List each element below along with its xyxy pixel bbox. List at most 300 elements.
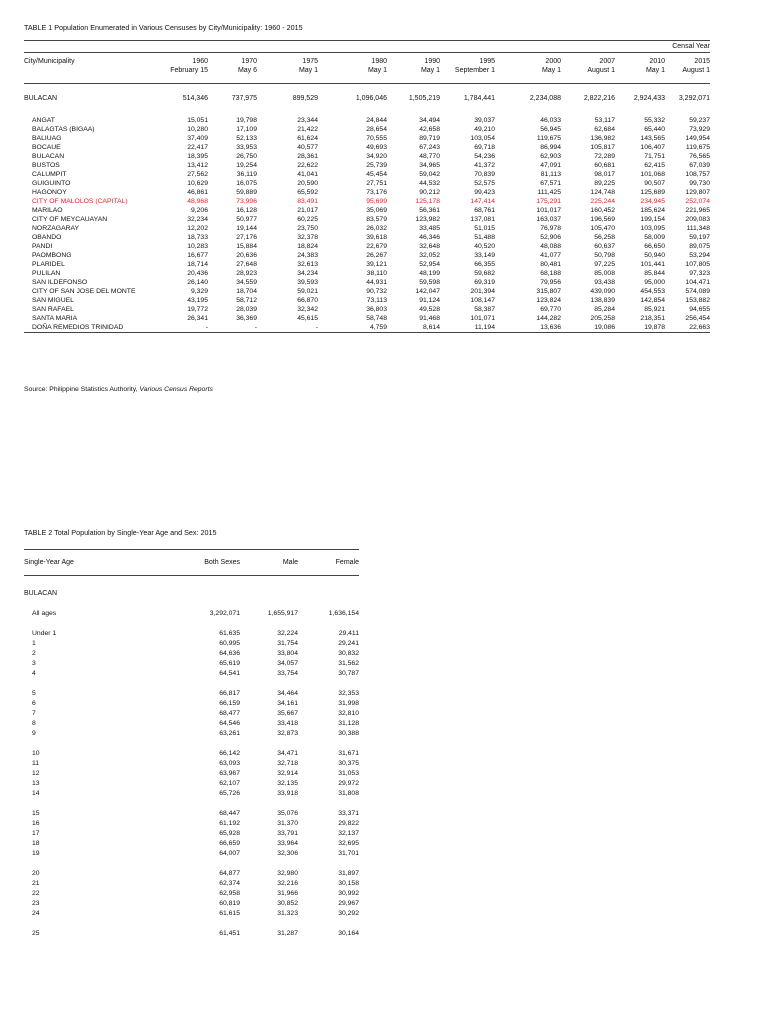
- municipality-name: SAN MIGUEL: [32, 297, 74, 304]
- population-value: 85,844: [644, 270, 665, 277]
- header-year-1975: [257, 53, 318, 84]
- header-year-2010: [615, 53, 665, 84]
- population-value: 69,718: [474, 144, 495, 151]
- municipality-name: BULACAN: [32, 153, 65, 160]
- header-year-value: 2000: [545, 58, 561, 65]
- male-value: 33,754: [277, 670, 298, 677]
- population-value: 44,931: [366, 279, 387, 286]
- municipality-name: OBANDO: [32, 234, 62, 241]
- both-sexes-value: 66,817: [219, 690, 240, 697]
- female-value: 33,371: [338, 810, 359, 817]
- age-label: 8: [32, 720, 36, 727]
- table-row: [24, 639, 359, 649]
- population-value: 99,423: [474, 189, 495, 196]
- table-row: [24, 161, 710, 170]
- population-value: 18,704: [236, 288, 257, 295]
- population-value: 19,086: [561, 323, 615, 333]
- municipality-name: CITY OF MEYCAUAYAN: [32, 216, 108, 223]
- both-sexes-value: 66,659: [219, 840, 240, 847]
- population-value: 18,395: [187, 153, 208, 160]
- population-value: 68,761: [474, 207, 495, 214]
- both-sexes-value: 63,093: [219, 760, 240, 767]
- header-female: Female: [298, 550, 359, 576]
- table2-gap: [24, 739, 359, 749]
- population-value: 59,682: [474, 270, 495, 277]
- population-value: 34,559: [236, 279, 257, 286]
- population-value: 53,117: [594, 117, 615, 124]
- population-value: 52,133: [236, 135, 257, 142]
- male-value: 33,918: [277, 790, 298, 797]
- population-value: 101,017: [536, 207, 561, 214]
- population-value: 73,113: [366, 297, 387, 304]
- population-value: 106,407: [640, 144, 665, 151]
- population-value: 104,471: [685, 279, 710, 286]
- population-value: 15,884: [236, 243, 257, 250]
- population-value: 50,977: [236, 216, 257, 223]
- table-row: [24, 242, 710, 251]
- population-value: 50,798: [594, 252, 615, 259]
- municipality-name: ANGAT: [32, 117, 55, 124]
- population-value: 32,378: [297, 234, 318, 241]
- population-value: 185,624: [640, 207, 665, 214]
- female-value: 29,967: [338, 900, 359, 907]
- population-value: 19,772: [187, 306, 208, 313]
- table2: [24, 549, 359, 939]
- source-title: Various Census Reports: [139, 386, 213, 393]
- population-value: 18,824: [297, 243, 318, 250]
- header-year-date: May 1: [298, 67, 318, 74]
- province-value: 2,924,433: [633, 94, 665, 102]
- population-value: 201,394: [470, 288, 495, 295]
- male-value: 35,667: [277, 710, 298, 717]
- table-row: [24, 839, 359, 849]
- table-row: [24, 659, 359, 669]
- population-value: 95,699: [366, 198, 387, 205]
- population-value: 90,507: [644, 180, 665, 187]
- age-label: 11: [32, 760, 40, 767]
- age-label: 17: [32, 830, 40, 837]
- population-value: 256,454: [685, 315, 710, 322]
- population-value: 67,571: [540, 180, 561, 187]
- table-row: [24, 323, 710, 333]
- age-label: 4: [32, 670, 36, 677]
- table1: [24, 40, 710, 333]
- population-value: 65,592: [297, 189, 318, 196]
- population-value: 54,236: [474, 153, 495, 160]
- header-year-value: 2010: [649, 58, 665, 65]
- population-value: 95,000: [644, 279, 665, 286]
- population-value: 33,953: [236, 144, 257, 151]
- female-value: 31,897: [338, 870, 359, 877]
- population-value: 41,372: [474, 162, 495, 169]
- population-value: 119,675: [536, 135, 561, 142]
- age-label: 5: [32, 690, 36, 697]
- population-value: 153,882: [685, 297, 710, 304]
- table-row: [24, 669, 359, 679]
- table-row: [24, 188, 710, 197]
- population-value: 33,485: [419, 225, 440, 232]
- population-value: 19,878: [615, 323, 665, 333]
- population-value: 67,039: [689, 162, 710, 169]
- age-label: 23: [32, 900, 40, 907]
- female-value: 29,411: [338, 630, 359, 637]
- table-row: [24, 278, 710, 287]
- population-value: 43,195: [187, 297, 208, 304]
- population-value: 20,436: [187, 270, 208, 277]
- municipality-name: PAOMBONG: [32, 252, 72, 259]
- population-value: 66,355: [474, 261, 495, 268]
- table-row: [24, 116, 710, 125]
- population-value: 70,555: [366, 135, 387, 142]
- population-value: 8,614: [387, 323, 440, 333]
- both-sexes-value: 66,159: [219, 700, 240, 707]
- province-value: 514,346: [182, 94, 208, 102]
- population-value: 10,283: [187, 243, 208, 250]
- population-value: 58,748: [366, 315, 387, 322]
- table-row: [24, 749, 359, 759]
- population-value: 97,225: [594, 261, 615, 268]
- both-sexes-value: 60,995: [219, 640, 240, 647]
- age-label: 15: [32, 810, 40, 817]
- population-value: 574,089: [685, 288, 710, 295]
- population-value: 15,051: [187, 117, 208, 124]
- population-value: 9,329: [190, 288, 208, 295]
- female-value: 30,787: [338, 670, 359, 677]
- province-value: 899,529: [292, 94, 318, 102]
- population-value: 48,199: [419, 270, 440, 277]
- population-value: 49,693: [366, 144, 387, 151]
- table-row: [24, 779, 359, 789]
- header-year-1970: [208, 53, 257, 84]
- population-value: 85,921: [644, 306, 665, 313]
- table2-header-row: [24, 550, 359, 576]
- table-row: [24, 909, 359, 919]
- header-year-date: May 1: [367, 67, 387, 74]
- population-value: 61,624: [297, 135, 318, 142]
- population-value: 48,088: [540, 243, 561, 250]
- population-value: 32,052: [419, 252, 440, 259]
- population-value: 50,940: [644, 252, 665, 259]
- table-row: [24, 809, 359, 819]
- population-value: 142,047: [415, 288, 440, 295]
- population-value: 59,237: [689, 117, 710, 124]
- population-value: 59,021: [297, 288, 318, 295]
- population-value: 45,454: [366, 171, 387, 178]
- population-value: -: [208, 323, 257, 333]
- population-value: 83,491: [297, 198, 318, 205]
- table-row: [24, 224, 710, 233]
- population-value: 73,996: [236, 198, 257, 205]
- population-value: 20,636: [236, 252, 257, 259]
- header-year-date: May 6: [237, 67, 257, 74]
- female-value: 30,164: [338, 930, 359, 937]
- header-year-date: August 1: [587, 67, 615, 74]
- table-row: [24, 849, 359, 859]
- population-value: 89,225: [594, 180, 615, 187]
- female-value: 32,353: [338, 690, 359, 697]
- population-value: 85,008: [594, 270, 615, 277]
- age-label: 22: [32, 890, 40, 897]
- female-value: 30,992: [338, 890, 359, 897]
- population-value: 21,422: [297, 126, 318, 133]
- province-value: 1,096,046: [355, 94, 387, 102]
- population-value: 65,440: [644, 126, 665, 133]
- municipality-name: DOÑA REMEDIOS TRINIDAD: [24, 323, 166, 333]
- population-value: 103,054: [470, 135, 495, 142]
- population-value: 46,346: [419, 234, 440, 241]
- male-value: 32,914: [277, 770, 298, 777]
- population-value: 22,417: [187, 144, 208, 151]
- population-value: 125,178: [415, 198, 440, 205]
- province-value: 737,975: [231, 94, 257, 102]
- population-value: 21,017: [297, 207, 318, 214]
- female-value: 30,375: [338, 760, 359, 767]
- population-value: 225,244: [590, 198, 615, 205]
- header-year-2015: [665, 53, 710, 84]
- population-value: 38,110: [366, 270, 387, 277]
- population-value: 41,077: [540, 252, 561, 259]
- table2-gap: [24, 601, 359, 609]
- population-value: 19,798: [236, 117, 257, 124]
- female-value: 32,137: [338, 830, 359, 837]
- population-value: 70,839: [474, 171, 495, 178]
- header-city-municipality: City/Municipality: [24, 53, 166, 84]
- population-value: 23,750: [297, 225, 318, 232]
- population-value: 60,681: [594, 162, 615, 169]
- all-ages-row: [24, 609, 359, 619]
- population-value: 19,254: [236, 162, 257, 169]
- province-value: 3,292,071: [678, 94, 710, 102]
- population-value: 28,039: [236, 306, 257, 313]
- table-row: [24, 260, 710, 269]
- population-value: 58,009: [644, 234, 665, 241]
- population-value: 221,965: [685, 207, 710, 214]
- population-value: 67,243: [419, 144, 440, 151]
- municipality-name: SAN RAFAEL: [32, 306, 74, 313]
- both-sexes-value: 62,107: [219, 780, 240, 787]
- population-value: 35,069: [366, 207, 387, 214]
- population-value: 218,351: [640, 315, 665, 322]
- population-value: 111,348: [686, 225, 710, 232]
- population-value: 108,757: [685, 171, 710, 178]
- population-value: 97,323: [689, 270, 710, 277]
- table2-gap: [24, 679, 359, 689]
- table-row: [24, 215, 710, 224]
- table-row: [24, 629, 359, 639]
- female-value: 32,695: [338, 840, 359, 847]
- population-value: 18,733: [187, 234, 208, 241]
- population-value: 138,839: [590, 297, 615, 304]
- female-value: 30,388: [338, 730, 359, 737]
- population-value: 56,945: [540, 126, 561, 133]
- population-value: 101,071: [470, 315, 495, 322]
- population-value: 24,844: [366, 117, 387, 124]
- age-label: 14: [32, 790, 40, 797]
- male-value: 31,323: [277, 910, 298, 917]
- population-value: 83,579: [366, 216, 387, 223]
- header-year-value: 2007: [599, 58, 615, 65]
- population-value: 42,658: [419, 126, 440, 133]
- header-year-date: May 1: [420, 67, 440, 74]
- header-male: Male: [240, 550, 298, 576]
- population-value: 49,528: [419, 306, 440, 313]
- population-value: 103,095: [640, 225, 665, 232]
- table1-source: [24, 386, 213, 393]
- male-value: 33,791: [277, 830, 298, 837]
- both-sexes-value: 64,877: [219, 870, 240, 877]
- population-value: 32,613: [297, 261, 318, 268]
- population-value: 37,409: [187, 135, 208, 142]
- table2-gap: [24, 919, 359, 929]
- population-value: 27,176: [236, 234, 257, 241]
- province-name: BULACAN: [24, 94, 58, 102]
- table-row: [24, 251, 710, 260]
- table1-header-row: [24, 53, 710, 84]
- age-label: 25: [32, 930, 40, 937]
- table-row: [24, 179, 710, 188]
- population-value: 62,903: [540, 153, 561, 160]
- population-value: 59,598: [419, 279, 440, 286]
- table-row: [24, 296, 710, 305]
- both-sexes-value: 65,619: [219, 660, 240, 667]
- both-sexes-value: 66,142: [219, 750, 240, 757]
- table-row: [24, 819, 359, 829]
- table2-gap: [24, 619, 359, 629]
- age-label: 21: [32, 880, 40, 887]
- female-value: 31,562: [338, 660, 359, 667]
- population-value: 62,415: [644, 162, 665, 169]
- table-row: [24, 889, 359, 899]
- population-value: 89,075: [689, 243, 710, 250]
- male-value: 32,873: [277, 730, 298, 737]
- population-value: 85,284: [594, 306, 615, 313]
- male-value: 32,135: [277, 780, 298, 787]
- header-year-date: May 1: [541, 67, 561, 74]
- municipality-name: CALUMPIT: [32, 171, 67, 178]
- male-value: 32,718: [277, 760, 298, 767]
- both-sexes-value: 63,261: [219, 730, 240, 737]
- population-value: 52,575: [474, 180, 495, 187]
- population-value: 59,889: [236, 189, 257, 196]
- table-row: [24, 134, 710, 143]
- population-value: 72,289: [594, 153, 615, 160]
- population-value: 48,770: [419, 153, 440, 160]
- age-label: 1: [32, 640, 36, 647]
- table-row: [24, 305, 710, 314]
- population-value: 36,369: [236, 315, 257, 322]
- population-value: 17,109: [236, 126, 257, 133]
- table-row: [24, 899, 359, 909]
- population-value: 11,194: [440, 323, 495, 333]
- population-value: 26,267: [366, 252, 387, 259]
- population-value: 56,258: [594, 234, 615, 241]
- population-value: 58,712: [236, 297, 257, 304]
- header-year-2000: [495, 53, 561, 84]
- population-value: 39,593: [297, 279, 318, 286]
- population-value: 137,081: [470, 216, 495, 223]
- female-value: 31,128: [338, 720, 359, 727]
- table-row: [24, 829, 359, 839]
- table-row: [24, 314, 710, 323]
- population-value: 18,714: [187, 261, 208, 268]
- header-year-1960: [166, 53, 208, 84]
- population-value: 47,091: [540, 162, 561, 169]
- population-value: 9,206: [190, 207, 208, 214]
- population-value: 101,068: [640, 171, 665, 178]
- province-value: 1,505,219: [408, 94, 440, 102]
- table-row: [24, 869, 359, 879]
- table2-title: TABLE 2 Total Population by Single-Year Age and Sex: 2015: [24, 528, 217, 537]
- population-value: 25,739: [366, 162, 387, 169]
- population-value: 44,532: [419, 180, 440, 187]
- table-row: [24, 879, 359, 889]
- population-value: 454,553: [640, 288, 665, 295]
- municipality-name: PULILAN: [32, 270, 61, 277]
- header-year-value: 1990: [424, 58, 440, 65]
- population-value: 142,854: [640, 297, 665, 304]
- population-value: 32,342: [297, 306, 318, 313]
- population-value: 143,565: [640, 135, 665, 142]
- population-value: 20,590: [297, 180, 318, 187]
- age-label: 3: [32, 660, 36, 667]
- table1-province-row: [24, 92, 710, 104]
- municipality-name: SAN ILDEFONSO: [32, 279, 88, 286]
- population-value: 24,383: [297, 252, 318, 259]
- population-value: 62,684: [594, 126, 615, 133]
- population-value: 66,870: [297, 297, 318, 304]
- population-value: 99,730: [689, 180, 710, 187]
- population-value: 16,128: [236, 207, 257, 214]
- table2-gap: [24, 859, 359, 869]
- both-sexes-value: 60,819: [219, 900, 240, 907]
- table-row: [24, 143, 710, 152]
- table-row: [24, 206, 710, 215]
- population-value: 90,732: [366, 288, 387, 295]
- female-value: 1,636,154: [328, 610, 359, 617]
- table1-censal-year-row: [24, 41, 710, 53]
- header-year-2007: [561, 53, 615, 84]
- table-row: [24, 699, 359, 709]
- table2-gap: [24, 576, 359, 586]
- both-sexes-value: 64,546: [219, 720, 240, 727]
- header-year-value: 1995: [479, 58, 495, 65]
- both-sexes-value: 61,615: [219, 910, 240, 917]
- population-value: 23,344: [297, 117, 318, 124]
- population-value: 129,807: [685, 189, 710, 196]
- table-row: [24, 769, 359, 779]
- population-value: 89,719: [419, 135, 440, 142]
- population-value: 160,452: [590, 207, 615, 214]
- population-value: 123,824: [536, 297, 561, 304]
- population-value: 51,488: [474, 234, 495, 241]
- population-value: 28,923: [236, 270, 257, 277]
- male-value: 1,655,917: [267, 610, 298, 617]
- header-year-1990: [387, 53, 440, 84]
- population-value: 81,113: [540, 171, 561, 178]
- population-value: 58,387: [474, 306, 495, 313]
- population-value: 86,994: [540, 144, 561, 151]
- header-year-value: 1960: [192, 58, 208, 65]
- population-value: 79,956: [540, 279, 561, 286]
- population-value: 27,562: [187, 171, 208, 178]
- municipality-name: NORZAGARAY: [32, 225, 80, 232]
- header-year-1995: [440, 53, 495, 84]
- table-row: [24, 789, 359, 799]
- population-value: 60,637: [594, 243, 615, 250]
- female-value: 29,822: [338, 820, 359, 827]
- population-value: 32,648: [419, 243, 440, 250]
- population-value: 32,234: [187, 216, 208, 223]
